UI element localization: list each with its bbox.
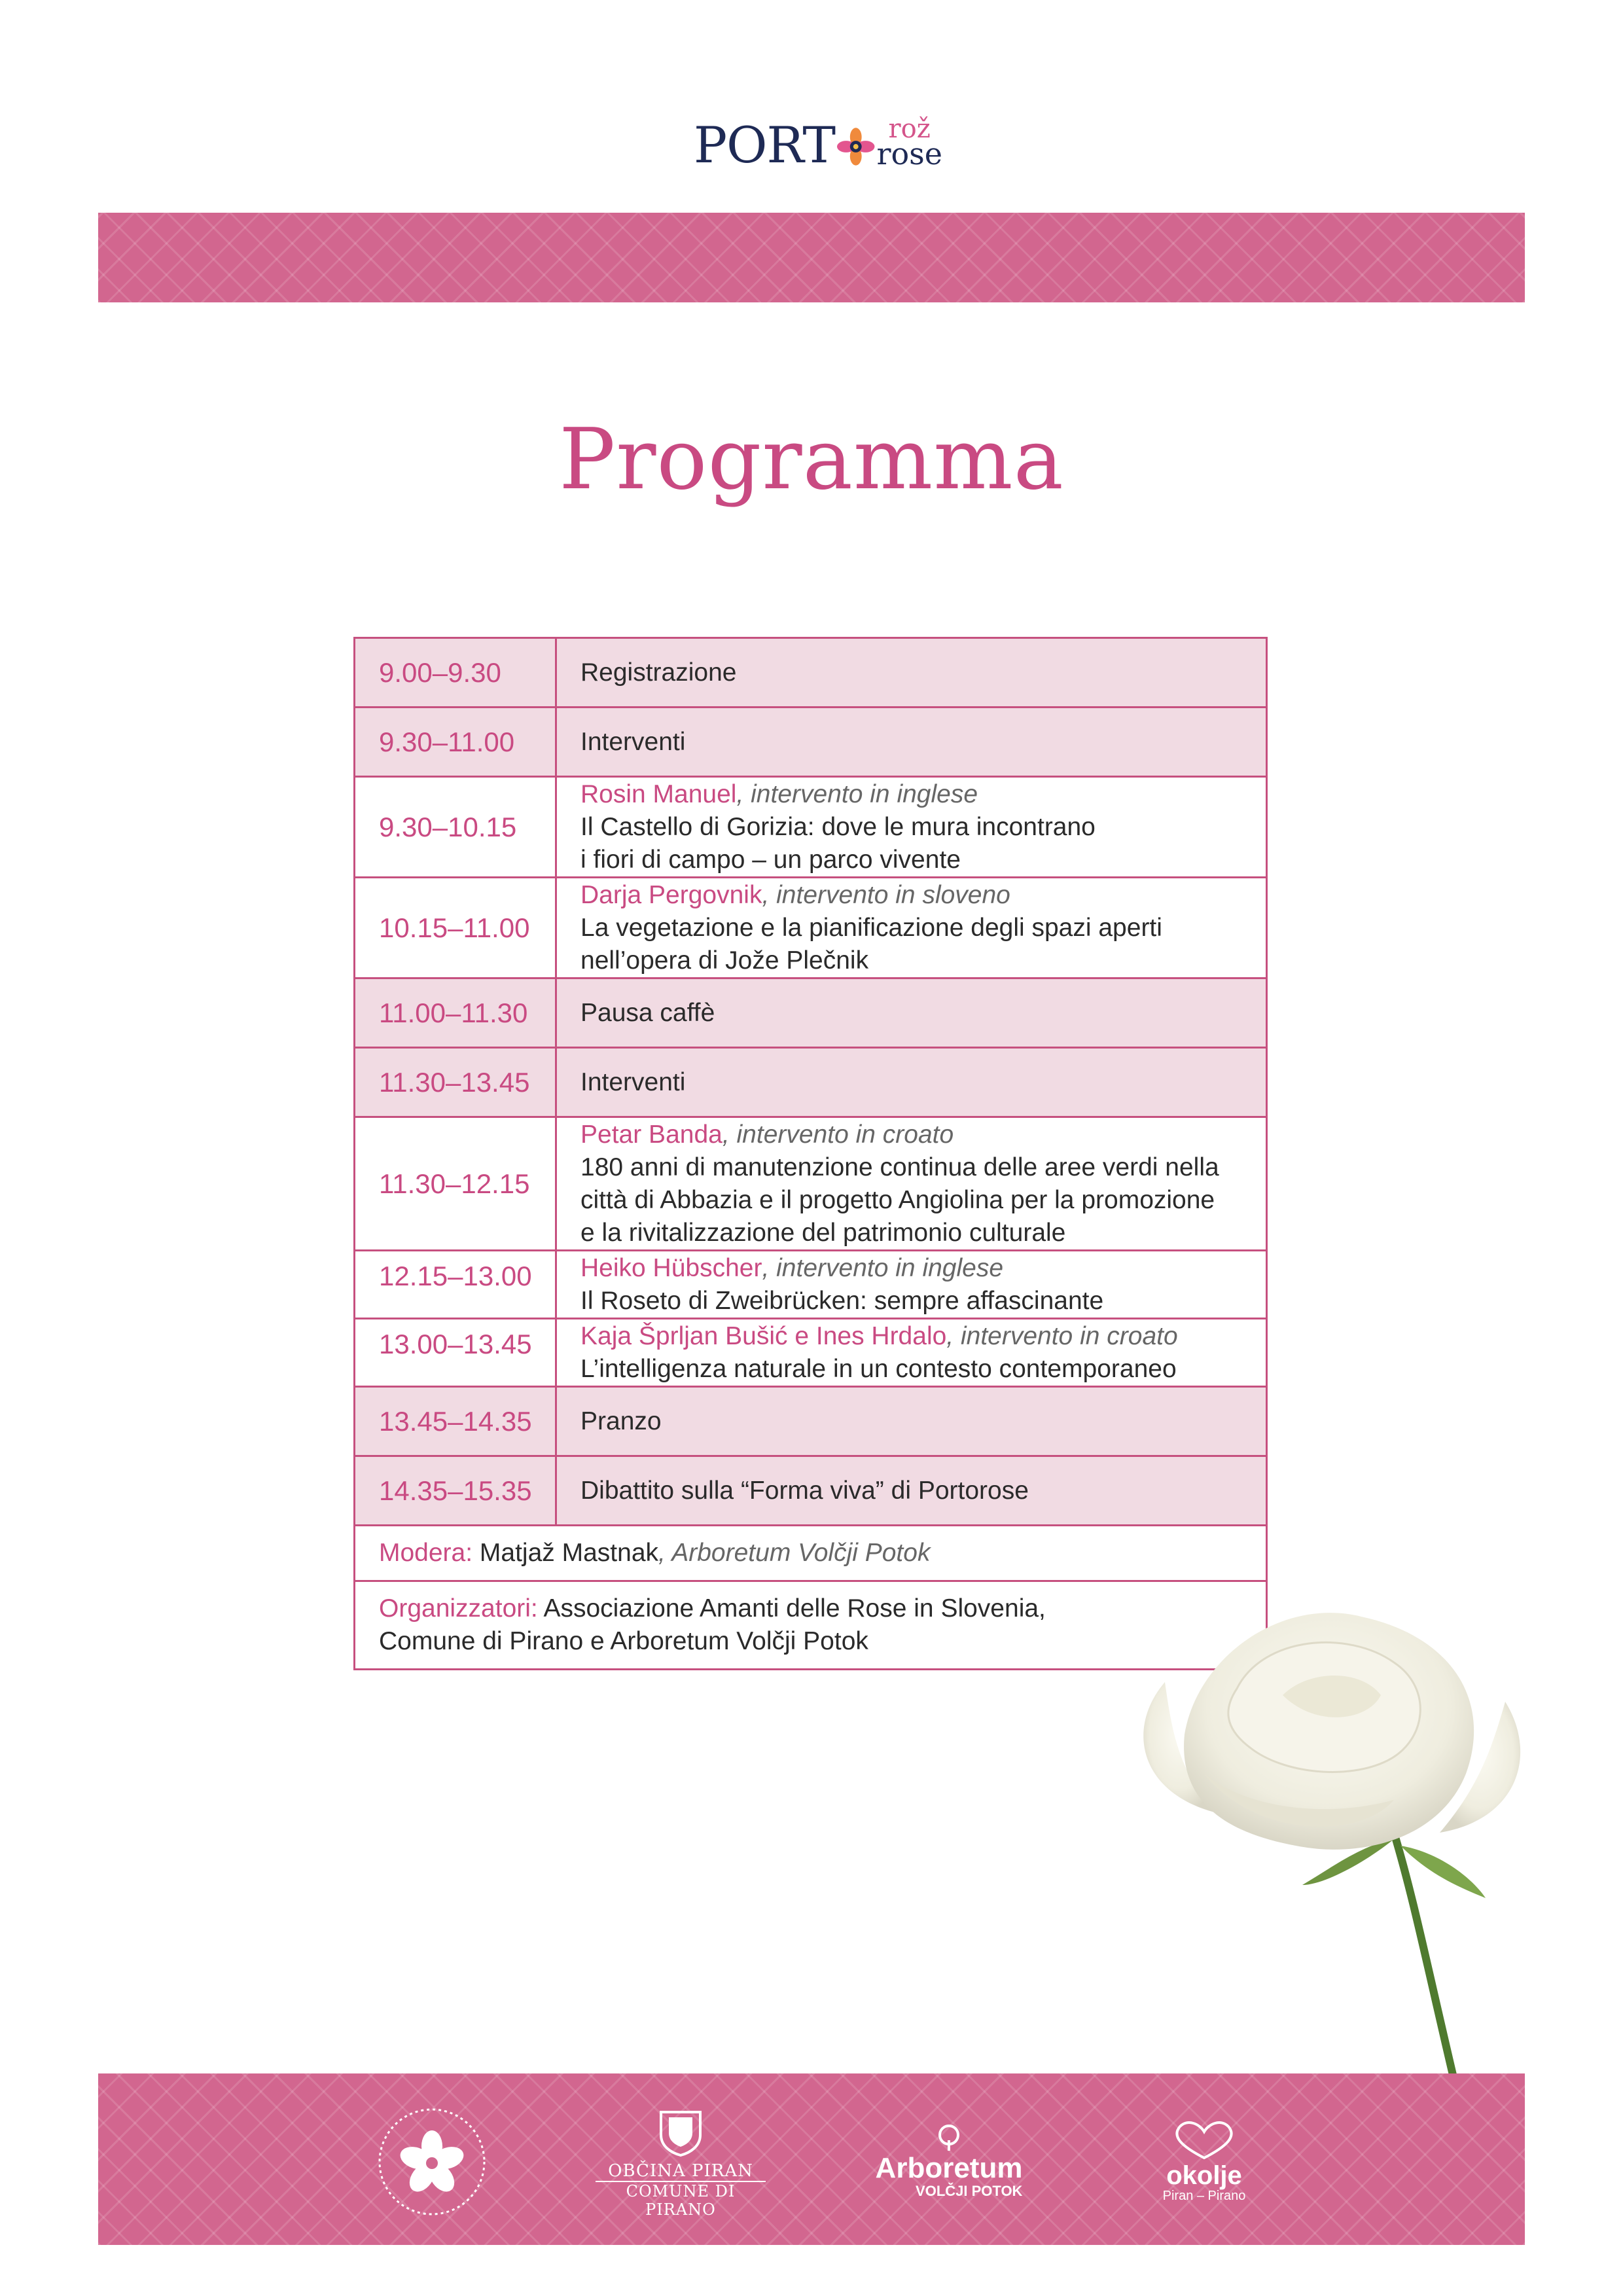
page-title: Programma — [559, 411, 1064, 509]
time-cell: 9.00–9.30 — [355, 639, 557, 706]
arboretum-logo — [864, 2106, 1034, 2217]
rose-flower-icon — [836, 127, 875, 166]
talk-language-note: , intervento in croato — [722, 1120, 954, 1149]
piran-municipality-logo — [596, 2106, 766, 2217]
talk-title-line: La vegetazione e la pianificazione degli spazi aperti — [580, 913, 1162, 942]
session-cell — [557, 1251, 1266, 1318]
rose-society-seal-icon — [373, 2103, 491, 2221]
session-cell — [557, 1457, 1266, 1524]
schedule-row — [355, 979, 1266, 1049]
talk-title-line: nell’opera di Jože Plečnik — [580, 946, 869, 975]
logo-roz-text: rož — [888, 113, 931, 144]
time-cell: 11.00–11.30 — [355, 979, 557, 1047]
session-cell — [557, 778, 1266, 876]
schedule-row — [355, 1457, 1266, 1526]
talk-language-note: , intervento in sloveno — [762, 880, 1010, 909]
schedule-row — [355, 1251, 1266, 1319]
speaker-line — [580, 1320, 1266, 1353]
session-cell — [557, 878, 1266, 977]
session-cell — [557, 1049, 1266, 1116]
schedule-row — [355, 639, 1266, 708]
time-cell: 13.00–13.45 — [355, 1319, 557, 1386]
session-title: Registrazione — [580, 658, 737, 687]
talk-title-line: e la rivitalizzazione del patrimonio culturale — [580, 1218, 1066, 1247]
speaker-name: Rosin Manuel — [580, 780, 737, 808]
session-title: Pausa caffè — [580, 998, 715, 1027]
arboretum-line1: Arboretum — [875, 2151, 1023, 2184]
speaker-name: Heiko Hübscher — [580, 1253, 762, 1282]
speaker-line — [580, 1252, 1266, 1285]
talk-language-note: , intervento in inglese — [762, 1253, 1004, 1282]
schedule-row — [355, 778, 1266, 878]
logo-rose-text: rose — [876, 135, 942, 171]
session-title: Dibattito sulla “Forma viva” di Portorose — [580, 1476, 1029, 1505]
time-cell: 12.15–13.00 — [355, 1251, 557, 1318]
speaker-name: Petar Banda — [580, 1120, 722, 1149]
time-cell: 13.45–14.35 — [355, 1388, 557, 1455]
heart-icon — [1168, 2120, 1240, 2159]
white-rose-image — [1086, 1558, 1558, 2081]
speaker-line — [580, 778, 1266, 811]
schedule-row — [355, 878, 1266, 979]
talk-title-line: L’intelligenza naturale in un contesto contemporaneo — [580, 1354, 1177, 1383]
speaker-line — [580, 879, 1266, 912]
time-cell: 11.30–12.15 — [355, 1118, 557, 1249]
moderator-name: Matjaž Mastnak — [473, 1539, 659, 1567]
session-cell — [557, 1319, 1266, 1386]
portoroz-logo — [694, 98, 942, 174]
organizers-line1: Associazione Amanti delle Rose in Slovenia, — [537, 1594, 1046, 1623]
organizers-line2: Comune di Pirano e Arboretum Volčji Potok — [379, 1627, 868, 1655]
session-title: Interventi — [580, 1067, 686, 1096]
talk-title-line: i fiori di campo – un parco vivente — [580, 845, 961, 874]
decorative-top-band — [98, 213, 1525, 302]
speaker-name: Kaja Šprljan Bušić e Ines Hrdalo — [580, 1321, 947, 1350]
decorative-bottom-band — [98, 2073, 1525, 2245]
organizers-label: Organizzatori: — [379, 1594, 538, 1623]
schedule-row — [355, 1319, 1266, 1388]
talk-title-line: città di Abbazia e il progetto Angiolina per la promozione — [580, 1185, 1215, 1214]
piran-coat-of-arms-icon — [654, 2106, 707, 2158]
speaker-name: Darja Pergovnik — [580, 880, 762, 909]
okolje-logo — [1152, 2106, 1257, 2217]
session-cell — [557, 1118, 1266, 1249]
time-cell: 10.15–11.00 — [355, 878, 557, 977]
piran-line2: COMUNE DI PIRANO — [596, 2181, 766, 2219]
session-title: Interventi — [580, 727, 686, 756]
schedule-row — [355, 708, 1266, 778]
talk-language-note: , intervento in inglese — [736, 780, 978, 808]
time-cell: 9.30–11.00 — [355, 708, 557, 776]
talk-title-line: Il Castello di Gorizia: dove le mura incontrano — [580, 812, 1096, 841]
session-title: Pranzo — [580, 1407, 662, 1435]
schedule-row — [355, 1049, 1266, 1118]
time-cell: 11.30–13.45 — [355, 1049, 557, 1116]
session-cell — [557, 979, 1266, 1047]
speaker-line — [580, 1119, 1266, 1151]
rose-society-logo — [366, 2106, 497, 2217]
schedule-table — [353, 637, 1268, 1670]
time-cell: 14.35–15.35 — [355, 1457, 557, 1524]
session-cell — [557, 708, 1266, 776]
schedule-row — [355, 1118, 1266, 1251]
talk-title-line: Il Roseto di Zweibrücken: sempre affascinante — [580, 1286, 1104, 1315]
arboretum-line2: VOLČJI POTOK — [916, 2182, 1023, 2199]
time-cell: 9.30–10.15 — [355, 778, 557, 876]
moderator-org: , Arboretum Volčji Potok — [658, 1539, 931, 1567]
schedule-row — [355, 1388, 1266, 1457]
logo-port-text: PORT — [694, 116, 836, 174]
session-cell — [557, 639, 1266, 706]
okolje-line1: okolje — [1166, 2161, 1242, 2190]
okolje-line2: Piran – Pirano — [1162, 2189, 1246, 2203]
moderator-label: Modera: — [379, 1539, 473, 1567]
talk-title-line: 180 anni di manutenzione continua delle aree verdi nella — [580, 1153, 1219, 1181]
tree-icon — [933, 2125, 965, 2151]
session-cell — [557, 1388, 1266, 1455]
piran-line1: OBČINA PIRAN — [608, 2161, 753, 2181]
talk-language-note: , intervento in croato — [946, 1321, 1178, 1350]
